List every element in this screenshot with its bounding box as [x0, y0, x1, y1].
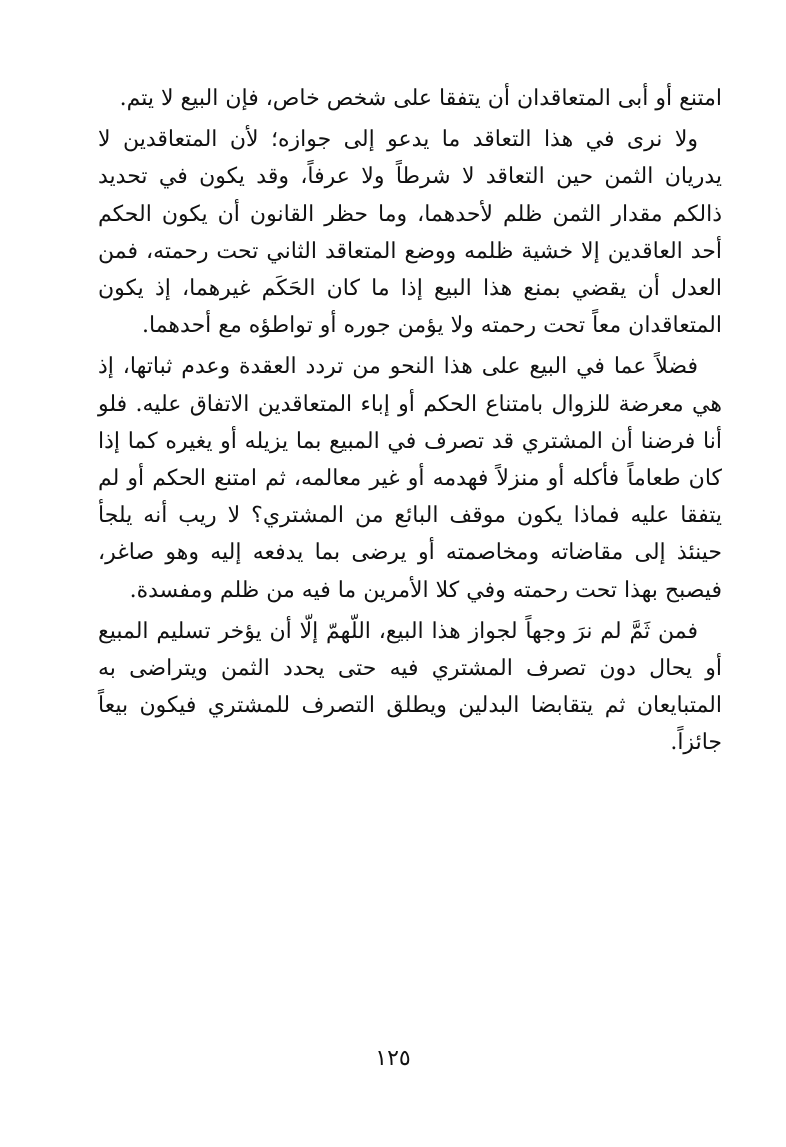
body-text	[98, 80, 722, 766]
paragraph-contract-critique: ولا نرى في هذا التعاقد ما يدعو إلى جوازه؛ لأن المتعاقدين لا يدريان الثمن حين التعاقد لا شرطاً ولا عرفاً، وقد يكون في تحديد ذالكم مقدار الثمن ظلم لأحدهما، وما حظر القانون أن يكون الحكم أحد العاقدين إلا خشية ظلمه ووضع المتعاقد الثاني تحت رحمته، فمن العدل أن يقضي بمنع هذا البيع إذا ما كان الحَكَم غيرهما، إذ يكون المتعاقدان معاً تحت رحمته ولا يؤمن جوره أو تواطؤه مع أحدهما.	[98, 127, 722, 339]
page-number: ١٢٥	[375, 1046, 411, 1071]
paragraph-continuation: امتنع أو أبى المتعاقدان أن يتفقا على شخص خاص، فإن البيع لا يتم.	[119, 86, 722, 111]
paragraph-conclusion: فمن ثَمَّ لم نرَ وجهاً لجواز هذا البيع، اللّهمّ إلّا أن يؤخر تسليم المبيع أو يحال دون تصرف المشتري فيه حتى يحدد الثمن ويتراضى به المتبايعان ثم يتقابضا البدلين ويطلق التصرف للمشتري فيكون بيعاً جائزاً.	[98, 618, 722, 756]
paragraph-instability: فضلاً عما في البيع على هذا النحو من تردد العقدة وعدم ثباتها، إذ هي معرضة للزوال بامتناع الحكم أو إباء المتعاقدين الاتفاق عليه. فلو أنا فرضنا أن المشتري قد تصرف في المبيع بما يزيله أو يغيره كما إذا كان طعاماً فأكله أو منزلاً فهدمه أو غير معالمه، ثم امتنع الحكم أو لم يتفقا عليه فماذا يكون موقف البائع من المشتري؟ لا ريب أنه يلجأ حينئذ إلى مقاضاته ومخاصمته أو يرضى بما يدفعه إليه وهو صاغر، فيصبح بهذا تحت رحمته وفي كلا الأمرين ما فيه من ظلم ومفسدة.	[98, 354, 722, 603]
